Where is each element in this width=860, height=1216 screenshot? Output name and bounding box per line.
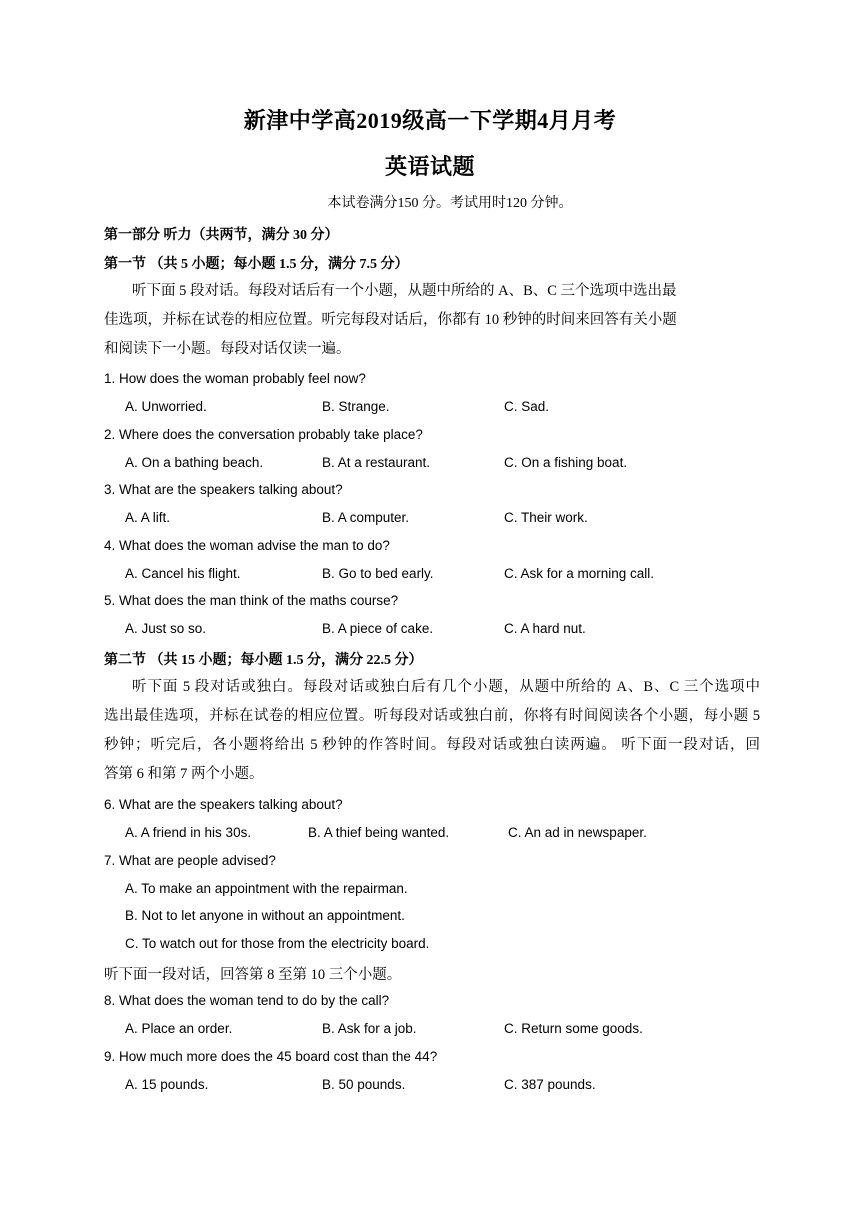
q5-option-c: C. A hard nut. xyxy=(504,621,586,636)
q3-option-b: B. A computer. xyxy=(322,510,410,525)
exam-info: 本试卷满分150 分。考试用时120 分钟。 xyxy=(327,196,573,211)
q9-option-b: B. 50 pounds. xyxy=(322,1077,406,1092)
question-6: 6. What are the speakers talking about? xyxy=(104,797,343,812)
instruction-line: 听下面 5 段对话。每段对话后有一个小题，从题中所给的 A、B、C 三个选项中选出最 xyxy=(132,283,677,299)
instruction-line: 秒钟；听完后，各小题将给出 5 秒钟的作答时间。每段对话或独白读两遍。 听下面一段对话，回 xyxy=(104,737,760,753)
section1-heading: 第一节 （共 5 小题；每小题 1.5 分，满分 7.5 分） xyxy=(104,257,409,272)
question-3: 3. What are the speakers talking about? xyxy=(104,482,343,497)
q1-option-a: A. Unworried. xyxy=(125,399,207,414)
q3-option-a: A. A lift. xyxy=(125,510,171,525)
q2-option-b: B. At a restaurant. xyxy=(322,455,431,470)
q9-option-c: C. 387 pounds. xyxy=(504,1077,596,1092)
q3-option-c: C. Their work. xyxy=(504,510,588,525)
q8-option-a: A. Place an order. xyxy=(125,1021,233,1036)
q8-option-b: B. Ask for a job. xyxy=(322,1021,417,1036)
q5-option-b: B. A piece of cake. xyxy=(322,621,434,636)
question-5: 5. What does the man think of the maths course? xyxy=(104,593,399,608)
question-7: 7. What are people advised? xyxy=(104,853,276,868)
question-2: 2. Where does the conversation probably take place? xyxy=(104,427,423,442)
instruction-line: 听下面 5 段对话或独白。每段对话或独白后有几个小题，从题中所给的 A、B、C 三个选项中 xyxy=(132,679,760,695)
section2-heading: 第二节 （共 15 小题；每小题 1.5 分，满分 22.5 分） xyxy=(104,653,423,668)
q6-option-a: A. A friend in his 30s. xyxy=(125,825,252,840)
section2-note: 听下面一段对话，回答第 8 至第 10 三个小题。 xyxy=(104,967,402,983)
q7-option-a: A. To make an appointment with the repairman. xyxy=(125,881,408,896)
q4-option-c: C. Ask for a morning call. xyxy=(504,566,655,581)
instruction-line: 和阅读下一小题。每段对话仅读一遍。 xyxy=(104,341,351,357)
q8-option-c: C. Return some goods. xyxy=(504,1021,643,1036)
question-4: 4. What does the woman advise the man to do? xyxy=(104,538,390,553)
question-1: 1. How does the woman probably feel now? xyxy=(104,371,366,386)
instruction-line: 选出最佳选项，并标在试卷的相应位置。听每段对话或独白前，你将有时间阅读各个小题，每小题 5 xyxy=(104,708,760,724)
instruction-line: 答第 6 和第 7 两个小题。 xyxy=(104,766,264,782)
q2-option-c: C. On a fishing boat. xyxy=(504,455,628,470)
exam-subtitle: 英语试题 xyxy=(384,154,475,179)
question-9: 9. How much more does the 45 board cost than the 44? xyxy=(104,1049,438,1064)
q4-option-a: A. Cancel his flight. xyxy=(125,566,241,581)
q6-option-c: C. An ad in newspaper. xyxy=(508,825,647,840)
q6-option-b: B. A thief being wanted. xyxy=(308,825,450,840)
q9-option-a: A. 15 pounds. xyxy=(125,1077,209,1092)
instruction-line: 佳选项，并标在试卷的相应位置。听完每段对话后，你都有 10 秒钟的时间来回答有关小题 xyxy=(104,312,677,328)
question-8: 8. What does the woman tend to do by the call? xyxy=(104,993,390,1008)
q7-option-c: C. To watch out for those from the electricity board. xyxy=(125,936,430,951)
section1-instructions xyxy=(104,277,714,364)
q4-option-b: B. Go to bed early. xyxy=(322,566,434,581)
section2-instructions xyxy=(104,673,760,789)
q1-option-c: C. Sad. xyxy=(504,399,550,414)
exam-title: 新津中学高2019级高一下学期4月月考 xyxy=(243,108,617,133)
part1-heading: 第一部分 听力（共两节，满分 30 分） xyxy=(104,228,339,243)
q7-option-b: B. Not to let anyone in without an appointment. xyxy=(125,908,405,923)
q1-option-b: B. Strange. xyxy=(322,399,390,414)
q5-option-a: A. Just so so. xyxy=(125,621,207,636)
q2-option-a: A. On a bathing beach. xyxy=(125,455,264,470)
